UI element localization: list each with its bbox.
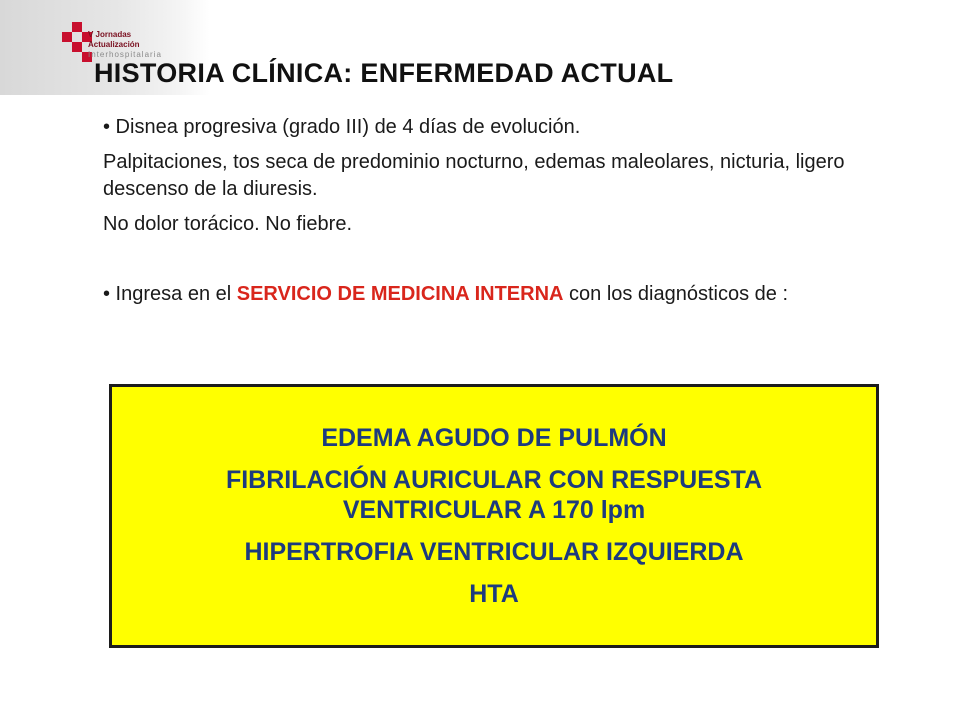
negatives-paragraph: No dolor torácico. No fiebre.: [103, 213, 353, 235]
logo-line-3: Interhospitalaria: [88, 50, 162, 59]
diagnosis-item: HIPERTROFIA VENTRICULAR IZQUIERDA: [244, 538, 744, 566]
admission-suffix: con los diagnósticos de :: [563, 283, 789, 305]
bullet-dyspnea: • Disnea progresiva (grado III) de 4 días de evolución.: [103, 116, 581, 138]
admission-prefix: • Ingresa en el: [103, 283, 237, 305]
logo-square-mark: [62, 32, 72, 42]
diagnoses-box: [109, 384, 879, 648]
diagnosis-item: EDEMA AGUDO DE PULMÓN: [321, 424, 667, 452]
service-name: SERVICIO DE MEDICINA INTERNA: [236, 283, 564, 305]
clinical-history-text: [103, 114, 903, 308]
slide-title: HISTORIA CLÍNICA: ENFERMEDAD ACTUAL: [94, 58, 674, 88]
logo-line-1: V Jornadas: [88, 30, 132, 39]
symptoms-paragraph: Palpitaciones, tos seca de predominio nocturno, edemas maleolares, nicturia, ligero descenso de la diuresis.: [103, 151, 845, 200]
diagnosis-item: HTA: [469, 580, 519, 608]
logo-line-2: Actualización: [88, 40, 140, 49]
logo-organization-text: [88, 30, 188, 60]
diagnosis-item: FIBRILACIÓN AURICULAR CON RESPUESTA VENTRICULAR A 170 lpm: [225, 466, 763, 524]
logo-square-mark: [72, 22, 82, 32]
logo-square-mark: [72, 42, 82, 52]
bullet-admission: [103, 281, 903, 308]
